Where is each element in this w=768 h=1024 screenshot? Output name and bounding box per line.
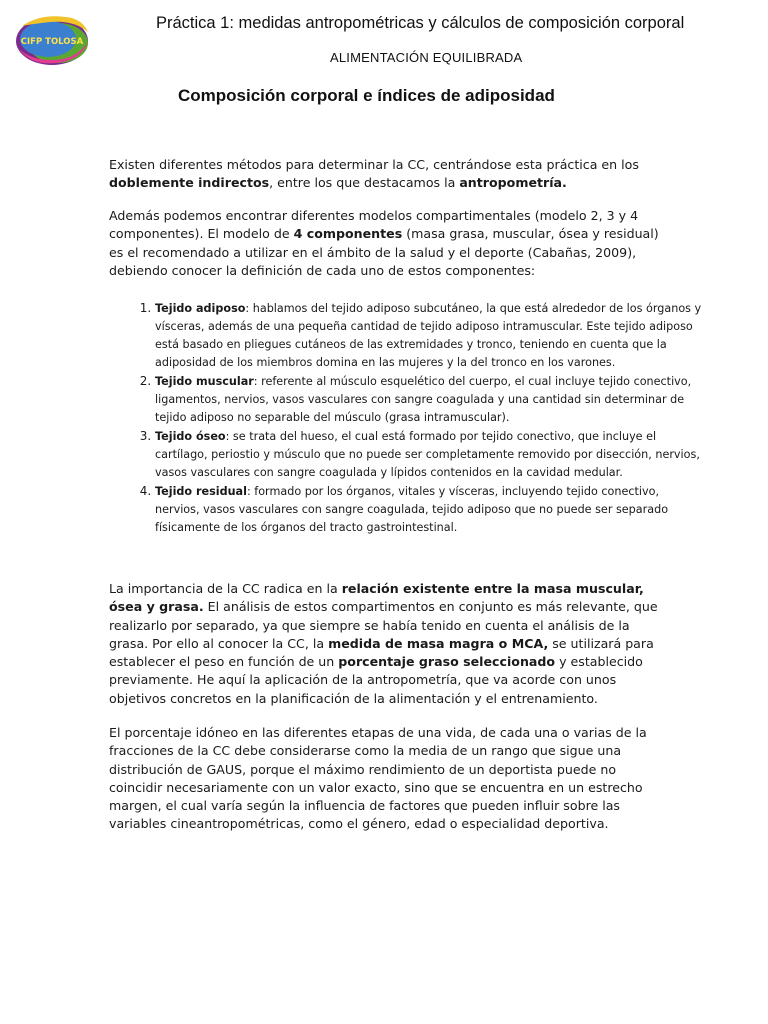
list-item: 4. Tejido residual: formado por los órganos, vitales y vísceras, incluyendo tejido conectivo, nervios, vasos vasculares con sangre coagulada, tejido adiposo que no puede ser separado físicamente de los órganos del tracto gastrointestinal.: [155, 482, 705, 537]
header-title: Práctica 1: medidas antropométricas y cálculos de composición corporal: [156, 14, 685, 32]
paragraph-models: Además podemos encontrar diferentes modelos compartimentales (modelo 2, 3 y 4 componentes). El modelo de 4 componentes (masa grasa, muscular, ósea y residual) es el recomendado a utilizar en el ámbito de la salud y el deporte (Cabañas, 2009), debiendo conocer la definición de cada uno de estos componentes:: [109, 208, 659, 278]
logo-text: CIFP TOLOSA: [20, 37, 84, 47]
list-item: 2. Tejido muscular: referente al músculo esquelético del cuerpo, el cual incluye tejido conectivo, ligamentos, nervios, vasos vasculares con sangre coagulada y una cantidad sin determinar de tejido adiposo no separable del músculo (grasa intramuscular).: [155, 372, 705, 427]
list-item: 1. Tejido adiposo: hablamos del tejido adiposo subcutáneo, la que está alrededor de los órganos y vísceras, además de una pequeña cantidad de tejido adiposo intramuscular. Este tejido adiposo está basado en pliegues cutáneos de las extremidades y tronco, teniendo en cuenta que la adiposidad de los miembros domina en las mujeres y la del tronco en los varones.: [155, 299, 705, 372]
school-logo: [12, 12, 92, 70]
paragraph-intro: Existen diferentes métodos para determinar la CC, centrándose esta práctica en los doblemente indirectos, entre los que destacamos la antropometría.: [109, 157, 639, 191]
list-item: 3. Tejido óseo: se trata del hueso, el cual está formado por tejido conectivo, que incluye el cartílago, periostio y músculo que no puede ser completamente removido por disección, nervios, vasos vasculares con sangre coagulada y lípidos contenidos en la cavidad medular.: [155, 427, 705, 482]
component-list: [108, 299, 705, 537]
paragraph-percentage: El porcentaje idóneo en las diferentes etapas de una vida, de cada una o varias de la fracciones de la CC debe considerarse como la media de un rango que sigue una distribución de GAUS, porque el máximo rendimiento de un deportista puede no coincidir necesariamente con un valor exacto, sino que se encuentra en un estrecho margen, el cual varía según la influencia de factores que pueden influir sobre las variables cineantropométricas, como el género, edad o especialidad deportiva.: [109, 725, 647, 832]
header-subtitle: ALIMENTACIÓN EQUILIBRADA: [330, 50, 523, 65]
paragraph-importance: La importancia de la CC radica en la relación existente entre la masa muscular, ósea y grasa. El análisis de estos compartimentos en conjunto es más relevante, que realizarlo por separado, ya que siempre se había tenido en cuenta el análisis de la grasa. Por ello al conocer la CC, la medida de masa magra o MCA, se utilizará para establecer el peso en función de un porcentaje graso seleccionado y establecido previamente. He aquí la aplicación de la antropometría, que va acorde con unos objetivos concretos en la planificación de la alimentación y el entrenamiento.: [109, 581, 658, 706]
document-title: Composición corporal e índices de adiposidad: [178, 86, 555, 105]
